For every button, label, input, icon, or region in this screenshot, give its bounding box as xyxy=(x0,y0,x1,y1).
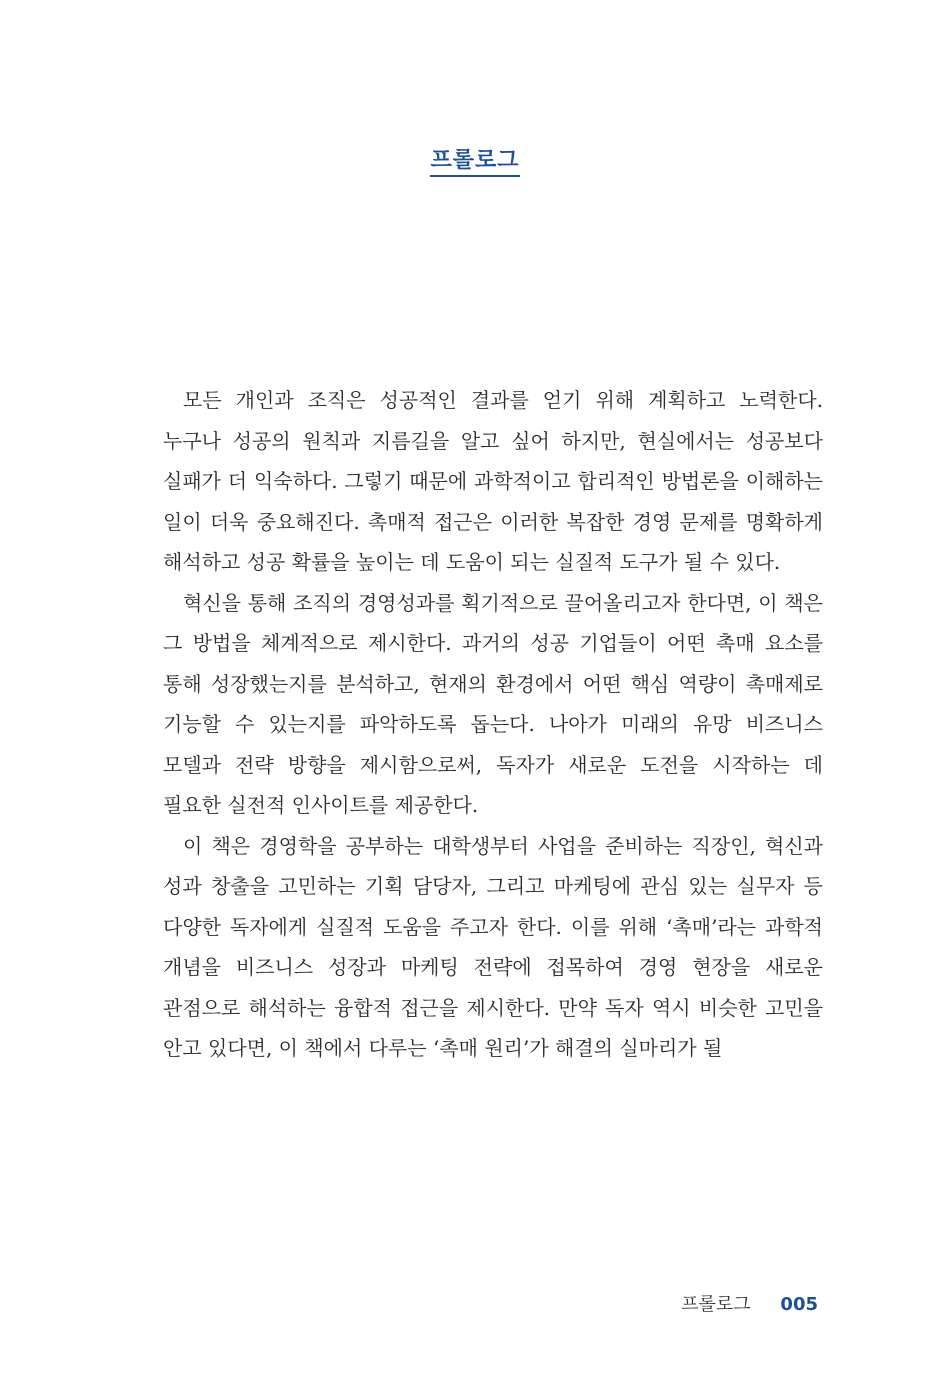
footer-section-label: 프롤로그 xyxy=(681,1294,751,1315)
chapter-title-text: 프롤로그 xyxy=(430,148,519,177)
chapter-title xyxy=(0,143,950,174)
page-number: 005 xyxy=(780,1294,818,1315)
body-text xyxy=(163,380,823,1069)
paragraph-1: 모든 개인과 조직은 성공적인 결과를 얻기 위해 계획하고 노력한다. 누구나 성공의 원칙과 지름길을 알고 싶어 하지만, 현실에서는 성공보다 실패가 더 익숙하다. 그렇기 때문에 과학적이고 합리적인 방법론을 이해하는 일이 더욱 중요해진다. 촉매적 접근은 이러한 복잡한 경영 문제를 명확하게 해석하고 성공 확률을 높이는 데 도움이 되는 실질적 도구가 될 수 있다. xyxy=(163,388,823,574)
paragraph-3: 이 책은 경영학을 공부하는 대학생부터 사업을 준비하는 직장인, 혁신과 성과 창출을 고민하는 기획 담당자, 그리고 마케팅에 관심 있는 실무자 등 다양한 독자에게 실질적 도움을 주고자 한다. 이를 위해 ‘촉매’라는 과학적 개념을 비즈니스 성장과 마케팅 전략에 접목하여 경영 현장을 새로운 관점으로 해석하는 융합적 접근을 제시한다. 만약 독자 역시 비슷한 고민을 안고 있다면, 이 책에서 다루는 ‘촉매 원리’가 해결의 실마리가 될 xyxy=(163,833,823,1060)
page-footer xyxy=(681,1290,818,1316)
paragraph-2: 혁신을 통해 조직의 경영성과를 획기적으로 끌어올리고자 한다면, 이 책은 그 방법을 체계적으로 제시한다. 과거의 성공 기업들이 어떤 촉매 요소를 통해 성장했는지를 분석하고, 현재의 환경에서 어떤 핵심 역량이 촉매제로 기능할 수 있는지를 파악하도록 돕는다. 나아가 미래의 유망 비즈니스 모델과 전략 방향을 제시함으로써, 독자가 새로운 도전을 시작하는 데 필요한 실전적 인사이트를 제공한다. xyxy=(163,590,823,817)
